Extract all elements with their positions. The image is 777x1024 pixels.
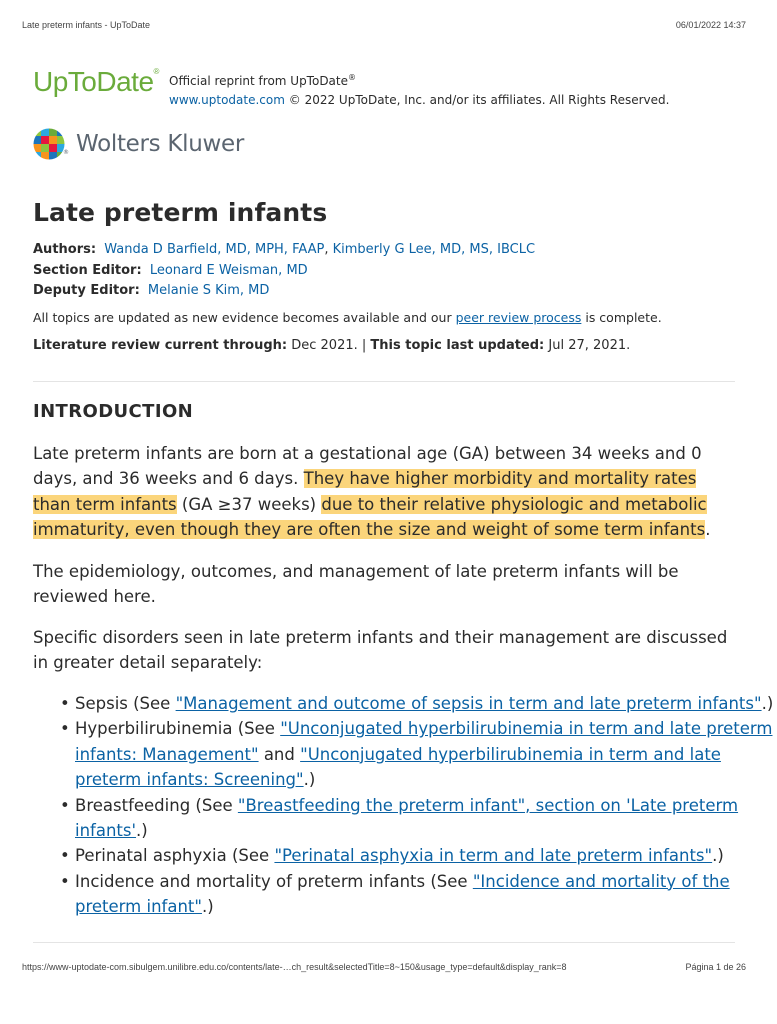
deputy-editor-label: Deputy Editor:: [33, 283, 140, 298]
topic-link[interactable]: "Perinatal asphyxia in term and late preterm infants": [274, 846, 713, 866]
last-updated-value: Jul 27, 2021.: [544, 338, 631, 353]
print-header-datetime: 06/01/2022 14:37: [675, 20, 746, 30]
publisher-name: Wolters Kluwer: [76, 131, 245, 157]
update-note: All topics are updated as new evidence becomes available and our peer review process is complete.: [33, 310, 662, 325]
section-editor-link[interactable]: Leonard E Weisman, MD: [149, 262, 308, 278]
article-page: [33, 60, 774, 917]
topic-link[interactable]: "Incidence and mortality of the preterm infant": [75, 871, 730, 917]
lit-review-value: Dec 2021. |: [287, 338, 371, 353]
section-heading: INTRODUCTION: [33, 401, 194, 422]
author-separator: ,: [324, 242, 333, 257]
topic-link[interactable]: "Breastfeeding the preterm infant", section on 'Late preterm infants': [75, 795, 739, 841]
wolters-kluwer-globe-icon: [33, 128, 65, 160]
scope-paragraph: The epidemiology, outcomes, and management of late preterm infants will be reviewed here.: [33, 562, 679, 607]
peer-review-link[interactable]: peer review process: [455, 310, 582, 325]
reprint-line: Official reprint from UpToDate®: [169, 73, 356, 88]
authors-label: Authors:: [33, 242, 97, 257]
list-item: • Sepsis (See "Management and outcome of sepsis in term and late preterm infants".): [75, 691, 777, 716]
divider: [33, 381, 735, 382]
topic-link[interactable]: "Unconjugated hyperbilirubinemia in term and late preterm infants: Management": [75, 719, 773, 764]
disorders-paragraph: Specific disorders seen in late preterm infants and their management are discussed in greater detail separately:: [33, 628, 728, 673]
author-link-2[interactable]: Kimberly G Lee, MD, MS, IBCLC: [332, 242, 536, 257]
list-item: • Perinatal asphyxia (See "Perinatal asphyxia in term and late preterm infants".): [75, 843, 777, 868]
topic-link[interactable]: "Management and outcome of sepsis in term and late preterm infants": [175, 694, 762, 713]
print-header: [22, 20, 746, 30]
author-link-1[interactable]: Wanda D Barfield, MD, MPH, FAAP: [104, 242, 325, 257]
publisher-mark: ®: [63, 149, 69, 156]
print-footer-page: Página 1 de 26: [685, 962, 746, 972]
topic-link[interactable]: "Unconjugated hyperbilirubinemia in term and late preterm infants: Screening": [75, 744, 721, 790]
article-meta: [33, 240, 535, 302]
uptodate-logo[interactable]: UpToDate®: [33, 66, 159, 97]
review-dates: [33, 338, 630, 353]
deputy-editor-row: [33, 281, 535, 302]
highlight-2: due to their relative physiologic and metabolic immaturity, even though they are often the size and weight of some term infants: [33, 494, 707, 540]
last-updated-label: This topic last updated:: [370, 338, 545, 353]
page-title: Late preterm infants: [33, 198, 328, 227]
section-editor-label: Section Editor:: [33, 262, 142, 278]
list-item: • Hyperbilirubinemia (See "Unconjugated hyperbilirubinemia in term and late preterm infants: Management" and "Unconjugated hyperbilirubinemia in term and late preterm infants: Screening".): [75, 716, 777, 792]
print-footer-url: https://www-uptodate-com.sibulgem.unilibre.edu.co/contents/late-…ch_result&selectedTitle=8~150&usage_type=default&display_rank=8: [22, 962, 567, 972]
list-item: • Incidence and mortality of preterm infants (See "Incidence and mortality of the preterm infant".): [75, 869, 777, 920]
reprint-notice: [169, 60, 669, 110]
copyright-line: [169, 91, 669, 110]
brand-row: [33, 60, 735, 112]
publisher-logo: [33, 126, 735, 162]
related-topics-list: [33, 691, 777, 920]
divider: [33, 942, 735, 943]
intro-paragraph: Late preterm infants are born at a gestational age (GA) between 34 weeks and 0 days, and 36 weeks and 6 days. They have higher morbidity and mortality rates than term infants (GA ≥37 weeks) due to their relative physiologic and metabolic immaturity, even though they are often the size and weight of some term infants.: [33, 444, 711, 540]
section-editor-row: [33, 261, 535, 282]
deputy-editor-link[interactable]: Melanie S Kim, MD: [147, 283, 270, 298]
authors-row: [33, 240, 535, 261]
highlight-1: They have higher morbidity and mortality rates than term infants: [33, 469, 697, 514]
copyright-text: © 2022 UpToDate, Inc. and/or its affiliates. All Rights Reserved.: [288, 93, 670, 107]
lit-review-label: Literature review current through:: [33, 338, 288, 353]
print-header-title: Late preterm infants - UpToDate: [22, 20, 151, 30]
list-item: • Breastfeeding (See "Breastfeeding the preterm infant", section on 'Late preterm infants'.): [75, 793, 777, 844]
uptodate-site-link[interactable]: www.uptodate.com: [169, 93, 285, 107]
print-footer: [22, 962, 746, 972]
